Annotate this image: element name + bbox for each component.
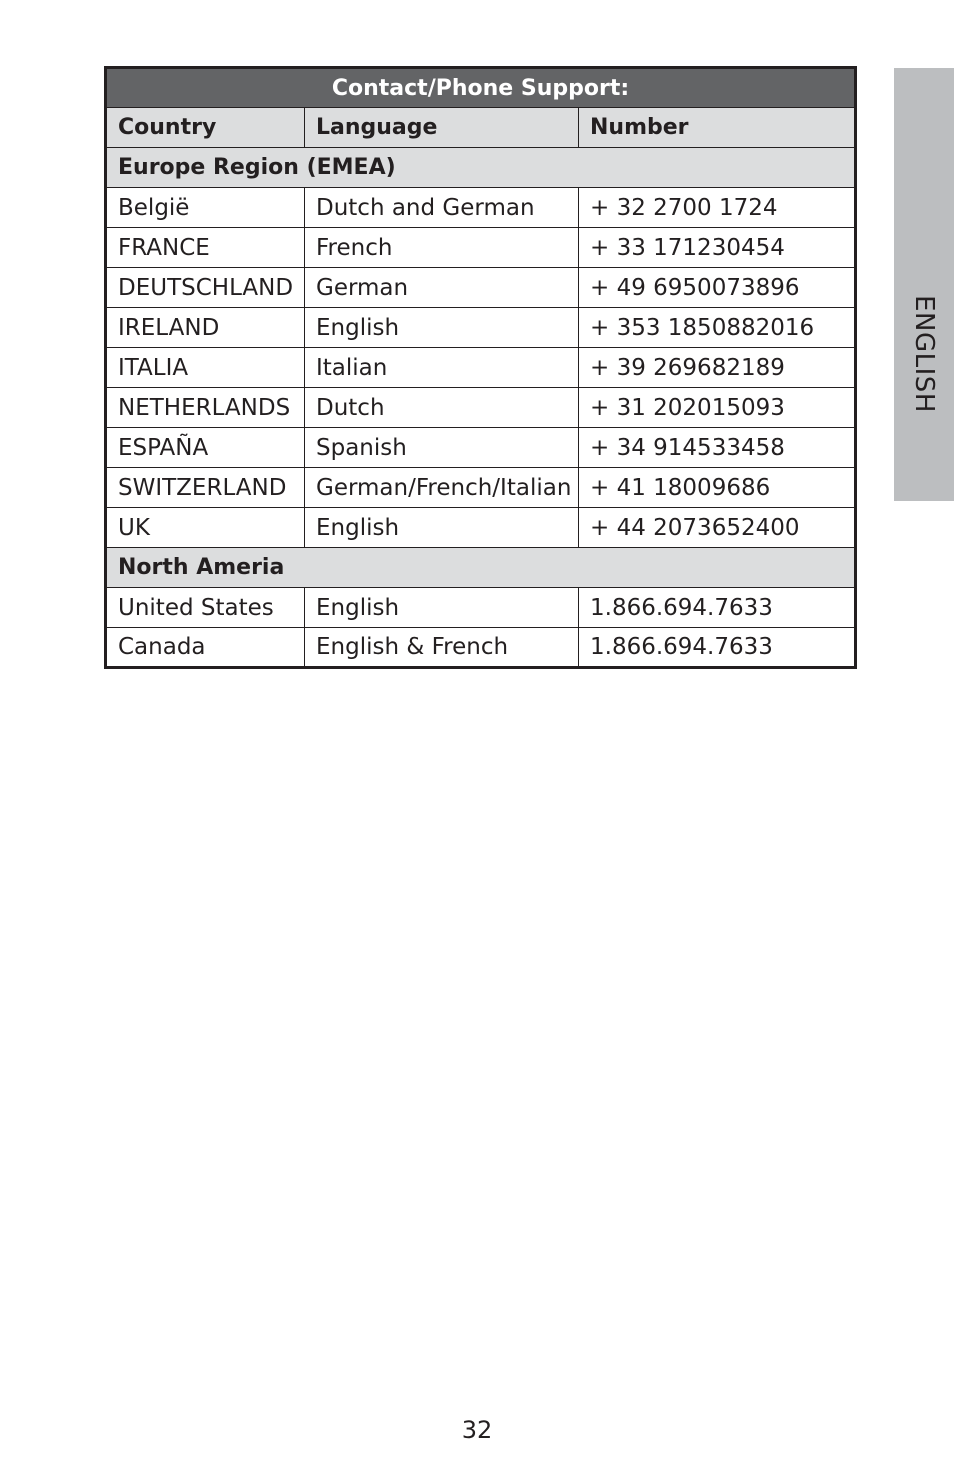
number-cell: + 31 202015093 — [579, 388, 856, 428]
country-cell: United States — [106, 588, 305, 628]
table-row — [106, 308, 856, 348]
language-cell: Spanish — [305, 428, 579, 468]
number-cell: 1.866.694.7633 — [579, 588, 856, 628]
country-cell: DEUTSCHLAND — [106, 268, 305, 308]
region-name: Europe Region (EMEA) — [106, 148, 856, 188]
page-number: 32 — [461, 1416, 493, 1444]
region-row-north-america — [106, 548, 856, 588]
table-row — [106, 468, 856, 508]
number-cell: + 32 2700 1724 — [579, 188, 856, 228]
table-row — [106, 628, 856, 668]
country-cell: ESPAÑA — [106, 428, 305, 468]
table-row — [106, 348, 856, 388]
language-cell: English — [305, 508, 579, 548]
language-cell: English & French — [305, 628, 579, 668]
country-cell: Canada — [106, 628, 305, 668]
language-cell: Dutch — [305, 388, 579, 428]
region-name: North Ameria — [106, 548, 856, 588]
table-row — [106, 508, 856, 548]
number-cell: + 353 1850882016 — [579, 308, 856, 348]
language-cell: English — [305, 588, 579, 628]
country-cell: IRELAND — [106, 308, 305, 348]
country-cell: ITALIA — [106, 348, 305, 388]
language-cell: German/French/Italian — [305, 468, 579, 508]
number-cell: 1.866.694.7633 — [579, 628, 856, 668]
table-row — [106, 188, 856, 228]
language-side-tab-label: ENGLISH — [909, 295, 939, 413]
table-row — [106, 588, 856, 628]
region-row-emea — [106, 148, 856, 188]
language-side-tab — [894, 68, 954, 501]
country-cell: UK — [106, 508, 305, 548]
language-cell: Dutch and German — [305, 188, 579, 228]
language-cell: French — [305, 228, 579, 268]
table-title: Contact/Phone Support: — [106, 68, 856, 108]
column-header-country: Country — [106, 108, 305, 148]
table-title-row — [106, 68, 856, 108]
number-cell: + 41 18009686 — [579, 468, 856, 508]
number-cell: + 33 171230454 — [579, 228, 856, 268]
table-row — [106, 388, 856, 428]
number-cell: + 44 2073652400 — [579, 508, 856, 548]
table-header-row — [106, 108, 856, 148]
country-cell: België — [106, 188, 305, 228]
country-cell: SWITZERLAND — [106, 468, 305, 508]
table-row — [106, 268, 856, 308]
language-cell: German — [305, 268, 579, 308]
column-header-number: Number — [579, 108, 856, 148]
language-cell: English — [305, 308, 579, 348]
table-row — [106, 428, 856, 468]
number-cell: + 34 914533458 — [579, 428, 856, 468]
column-header-language: Language — [305, 108, 579, 148]
contact-phone-support-table — [104, 66, 857, 669]
country-cell: FRANCE — [106, 228, 305, 268]
number-cell: + 49 6950073896 — [579, 268, 856, 308]
table-row — [106, 228, 856, 268]
number-cell: + 39 269682189 — [579, 348, 856, 388]
language-cell: Italian — [305, 348, 579, 388]
country-cell: NETHERLANDS — [106, 388, 305, 428]
